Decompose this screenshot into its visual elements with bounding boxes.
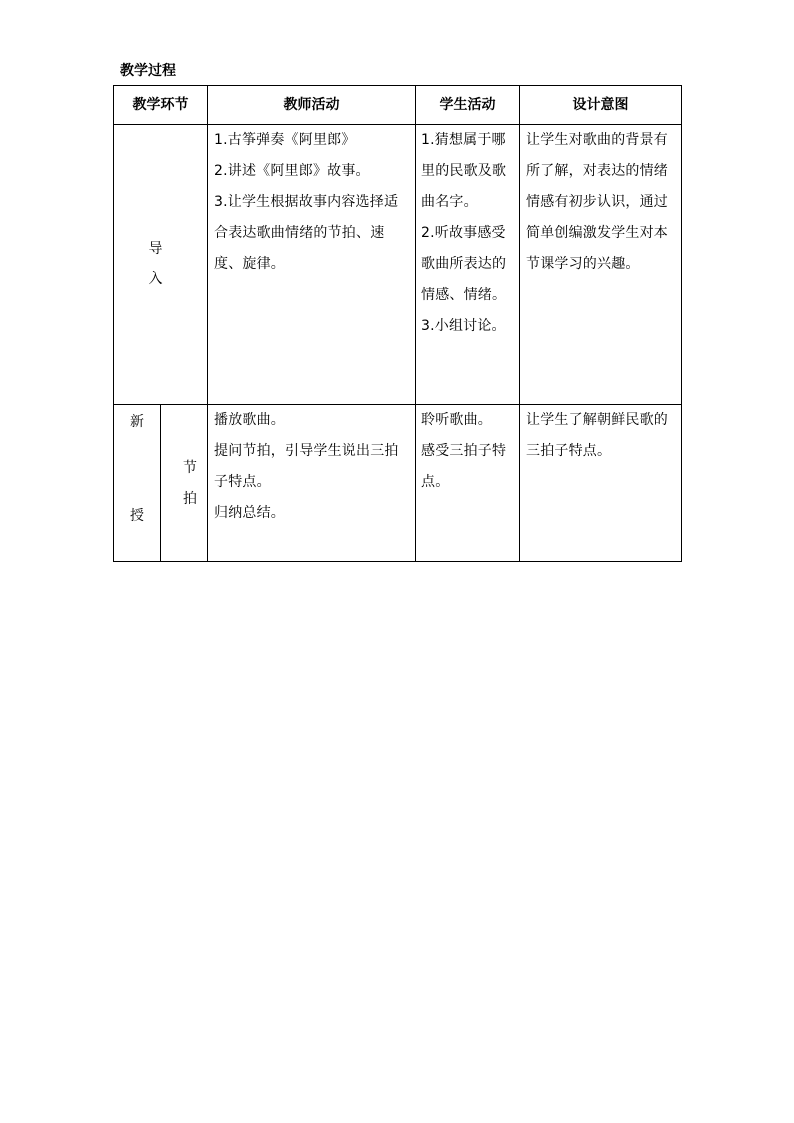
design-intent-text: 让学生对歌曲的背景有所了解，对表达的情绪情感有初步认识，通过简单创编激发学生对本节课学习的兴趣。: [526, 132, 668, 272]
sub-stage-cell: [161, 405, 208, 562]
student-activity-cell: [416, 125, 520, 405]
stage-cell-new: [114, 405, 161, 562]
header-stage: 教学环节: [114, 86, 208, 125]
header-design-intent: 设计意图: [520, 86, 682, 125]
table-row-new-lesson: [114, 405, 682, 562]
teacher-activity-cell: [208, 405, 416, 562]
sub-stage-label: 节拍: [183, 460, 197, 507]
design-intent-cell: [520, 125, 682, 405]
design-intent-text: 让学生了解朝鲜民歌的三拍子特点。: [526, 412, 668, 459]
teacher-activity-cell: [208, 125, 416, 405]
student-activity-cell: [416, 405, 520, 562]
table-header-row: [114, 86, 682, 125]
page-heading: 教学过程: [120, 63, 176, 79]
header-teacher-activity: 教师活动: [208, 86, 416, 125]
table-row-intro: [114, 125, 682, 405]
teacher-activity-text: 播放歌曲。 提问节拍，引导学生说出三拍子特点。 归纳总结。: [214, 412, 399, 521]
stage-cell-intro: [114, 125, 208, 405]
student-activity-text: 1.猜想属于哪里的民歌及歌曲名字。 2.听故事感受歌曲所表达的情感、情绪。 3.小组讨论。: [421, 132, 507, 334]
teacher-activity-text: 1.古筝弹奏《阿里郎》 2.讲述《阿里郎》故事。 3.让学生根据故事内容选择适合表达歌曲情绪的节拍、速度、旋律。: [214, 132, 399, 272]
stage-label-new-top: 新: [130, 414, 144, 430]
lesson-process-table: [113, 85, 682, 562]
design-intent-cell: [520, 405, 682, 562]
stage-label-intro: 导入: [148, 241, 163, 287]
header-student-activity: 学生活动: [416, 86, 520, 125]
student-activity-text: 聆听歌曲。 感受三拍子特点。: [421, 412, 507, 490]
stage-label-new-bottom: 授: [130, 508, 144, 524]
